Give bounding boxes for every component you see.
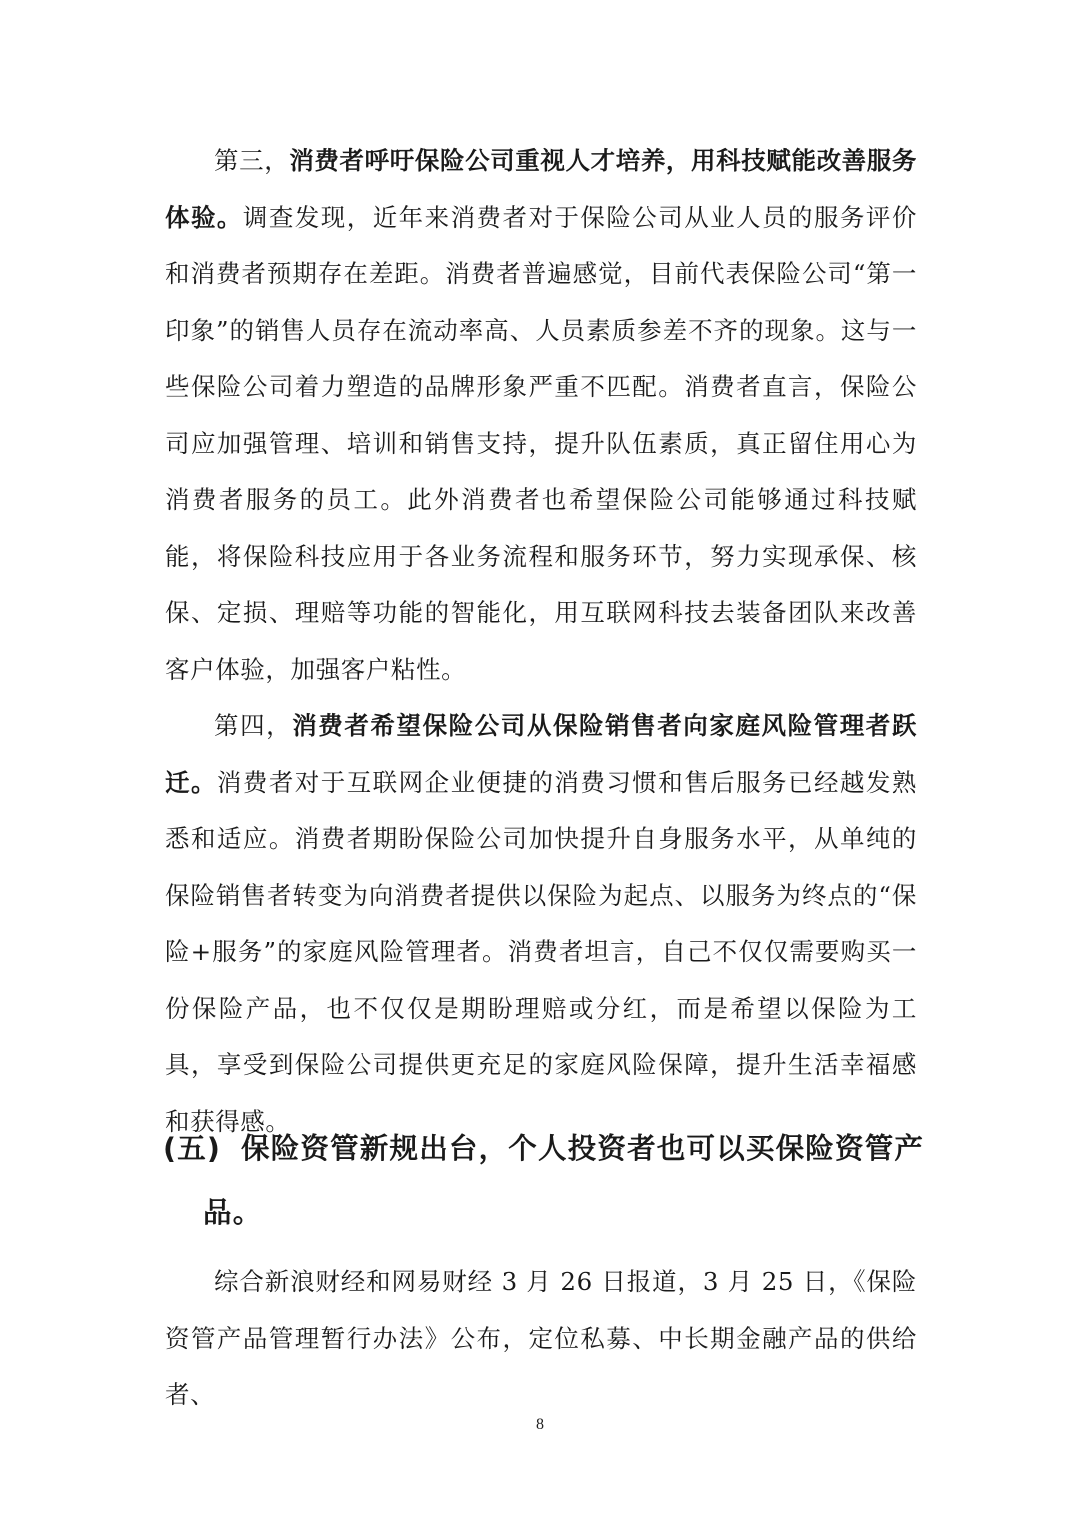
paragraph-lead: 第四， <box>214 711 293 740</box>
paragraph-third-point <box>165 133 917 698</box>
paragraph-bold-thesis: 消费者呼吁保险公司重视人才培养，用科技赋能改善服务体验。 <box>165 146 917 232</box>
section-title: 保险资管新规出台，个人投资者也可以买保险资管产品。 <box>203 1132 925 1229</box>
page-number: 8 <box>536 1416 544 1433</box>
paragraph-fourth-point <box>165 698 917 1150</box>
paragraph-body-text: 调查发现，近年来消费者对于保险公司从业人员的服务评价和消费者预期存在差距。消费者普遍感觉，目前代表保险公司“第一印象”的销售人员存在流动率高、人员素质参差不齐的现象。这与一些保险公司着力塑造的品牌形象严重不匹配。消费者直言，保险公司应加强管理、培训和销售支持，提升队伍素质，真正留住用心为消费者服务的员工。此外消费者也希望保险公司能够通过科技赋能，将保险科技应用于各业务流程和服务环节，努力实现承保、核保、定损、理赔等功能的智能化，用互联网科技去装备团队来改善客户体验，加强客户粘性。 <box>165 202 917 684</box>
paragraph-bold-thesis: 消费者希望保险公司从保险销售者向家庭风险管理者跃迁。 <box>165 711 917 797</box>
paragraph-body-text: 消费者对于互联网企业便捷的消费习惯和售后服务已经越发熟悉和适应。消费者期盼保险公司加快提升自身服务水平，从单纯的保险销售者转变为向消费者提供以保险为起点、以服务为终点的“保险+服务”的家庭风险管理者。消费者坦言，自己不仅仅需要购买一份保险产品，也不仅仅是期盼理赔或分红，而是希望以保险为工具，享受到保险公司提供更充足的家庭风险保障，提升生活幸福感和获得感。 <box>165 767 917 1136</box>
section-number: (五) <box>163 1132 222 1165</box>
paragraph-closing: 综合新浪财经和网易财经 3 月 26 日报道，3 月 25 日，《保险资管产品管理暂行办法》公布，定位私募、中长期金融产品的供给者、 <box>165 1267 917 1409</box>
paragraph-lead: 第三， <box>214 146 290 175</box>
section-heading <box>163 1117 959 1245</box>
